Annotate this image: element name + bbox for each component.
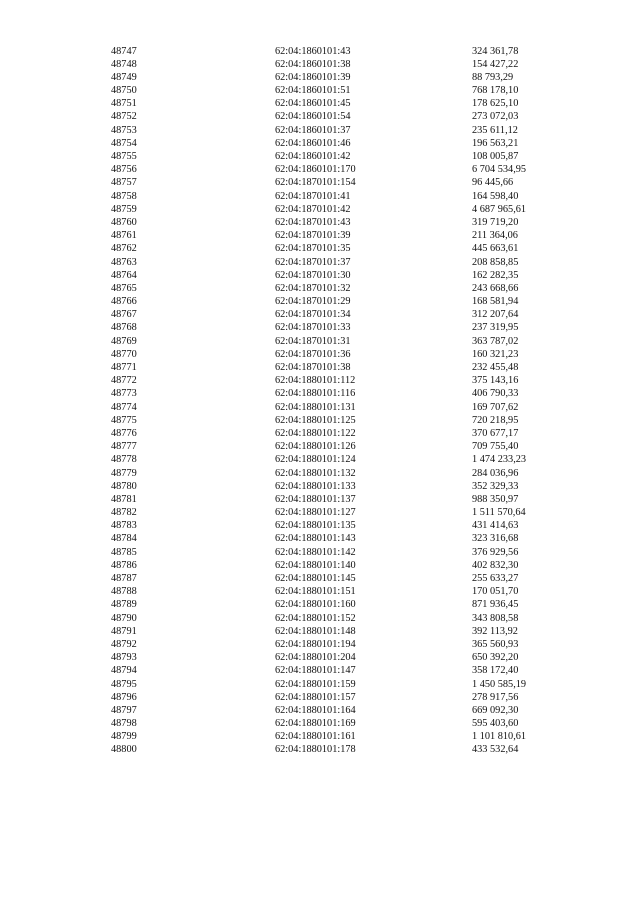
cadastral-number: 62:04:1860101:43 [275,45,351,57]
cadastral-number: 62:04:1870101:34 [275,309,351,321]
cadastral-value: 431 414,63 [472,520,519,532]
table-row [0,493,640,506]
cadastral-number: 62:04:1860101:38 [275,58,351,70]
table-row [0,348,640,361]
table-row [0,612,640,625]
table-row [0,295,640,308]
row-number: 48796 [111,691,137,703]
cadastral-value: 154 427,22 [472,58,519,70]
table-row [0,58,640,71]
cadastral-number: 62:04:1880101:116 [275,388,356,400]
cadastral-number: 62:04:1880101:157 [275,691,356,703]
row-number: 48791 [111,625,137,637]
cadastral-value: 375 143,16 [472,375,519,387]
cadastral-number: 62:04:1880101:133 [275,480,356,492]
cadastral-value: 709 755,40 [472,441,519,453]
cadastral-value: 323 316,68 [472,533,519,545]
cadastral-value: 6 704 534,95 [472,164,527,176]
row-number: 48776 [111,427,137,439]
table-row [0,730,640,743]
cadastral-number: 62:04:1880101:151 [275,586,356,598]
cadastral-number: 62:04:1870101:29 [275,296,351,308]
row-number: 48771 [111,362,137,373]
cadastral-value-table [0,45,640,757]
cadastral-value: 1 450 585,19 [472,678,527,690]
row-number: 48762 [111,243,137,255]
row-number: 48750 [111,85,137,97]
cadastral-value: 392 113,92 [472,625,518,637]
table-row [0,743,640,756]
table-row [0,704,640,717]
row-number: 48784 [111,533,137,545]
table-row [0,598,640,611]
row-number: 48764 [111,269,137,281]
cadastral-value: 445 663,61 [472,243,519,255]
table-row [0,124,640,137]
cadastral-value: 164 598,40 [472,190,519,202]
cadastral-value: 406 790,33 [472,388,519,400]
table-row [0,216,640,229]
row-number: 48789 [111,599,137,611]
table-row [0,97,640,110]
table-row [0,84,640,97]
cadastral-value: 4 687 965,61 [472,203,527,215]
table-row [0,163,640,176]
table-row [0,71,640,84]
row-number: 48763 [111,256,137,268]
cadastral-number: 62:04:1880101:131 [275,401,356,413]
cadastral-number: 62:04:1880101:137 [275,493,356,505]
row-number: 48788 [111,586,137,598]
table-row [0,229,640,242]
cadastral-value: 768 178,10 [472,85,519,97]
cadastral-number: 62:04:1860101:39 [275,71,351,83]
row-number: 48770 [111,348,137,360]
row-number: 48779 [111,467,137,479]
row-number: 48756 [111,164,137,176]
table-row [0,335,640,348]
table-row [0,190,640,203]
cadastral-value: 669 092,30 [472,704,519,716]
cadastral-value: 595 403,60 [472,718,519,730]
table-row [0,110,640,123]
table-row [0,414,640,427]
cadastral-value: 433 532,64 [472,744,519,756]
row-number: 48767 [111,309,137,321]
cadastral-number: 62:04:1870101:32 [275,282,351,294]
row-number: 48778 [111,454,137,466]
cadastral-value: 720 218,95 [472,414,519,426]
cadastral-number: 62:04:1880101:140 [275,559,356,571]
table-row [0,45,640,58]
cadastral-value: 96 445,66 [472,177,514,189]
cadastral-number: 62:04:1880101:204 [275,652,356,664]
cadastral-number: 62:04:1870101:30 [275,269,351,281]
cadastral-value: 871 936,45 [472,599,519,611]
cadastral-number: 62:04:1870101:38 [275,362,351,373]
table-row [0,691,640,704]
cadastral-value: 208 858,85 [472,256,519,268]
cadastral-number: 62:04:1870101:36 [275,348,351,360]
table-row [0,717,640,730]
row-number: 48782 [111,507,137,519]
cadastral-number: 62:04:1870101:43 [275,216,351,228]
table-row [0,651,640,664]
cadastral-number: 62:04:1880101:124 [275,454,356,466]
row-number: 48748 [111,58,137,70]
table-row [0,532,640,545]
cadastral-number: 62:04:1880101:164 [275,704,356,716]
cadastral-number: 62:04:1880101:152 [275,612,356,624]
row-number: 48757 [111,177,137,189]
cadastral-number: 62:04:1860101:51 [275,85,351,97]
cadastral-number: 62:04:1880101:194 [275,638,356,650]
cadastral-number: 62:04:1880101:126 [275,441,356,453]
cadastral-value: 170 051,70 [472,586,519,598]
cadastral-number: 62:04:1880101:132 [275,467,356,479]
row-number: 48794 [111,665,137,677]
table-row [0,625,640,638]
cadastral-number: 62:04:1870101:39 [275,230,351,242]
cadastral-value: 88 793,29 [472,71,514,83]
row-number: 48781 [111,493,137,505]
row-number: 48800 [111,744,137,756]
row-number: 48753 [111,124,137,136]
cadastral-value: 988 350,97 [472,493,519,505]
row-number: 48797 [111,704,137,716]
table-row [0,203,640,216]
cadastral-number: 62:04:1860101:46 [275,137,351,149]
cadastral-value: 243 668,66 [472,282,519,294]
cadastral-number: 62:04:1880101:127 [275,507,356,519]
cadastral-value: 169 707,62 [472,401,519,413]
row-number: 48772 [111,375,137,387]
row-number: 48759 [111,203,137,215]
cadastral-number: 62:04:1880101:135 [275,520,356,532]
cadastral-value: 162 282,35 [472,269,519,281]
table-row [0,374,640,387]
cadastral-value: 235 611,12 [472,124,518,136]
row-number: 48758 [111,190,137,202]
table-row [0,506,640,519]
cadastral-number: 62:04:1880101:147 [275,665,356,677]
row-number: 48749 [111,71,137,83]
cadastral-number: 62:04:1860101:54 [275,111,351,123]
cadastral-number: 62:04:1860101:45 [275,98,351,110]
row-number: 48751 [111,98,137,110]
row-number: 48775 [111,414,137,426]
cadastral-value: 108 005,87 [472,151,519,162]
cadastral-value: 352 329,33 [472,480,519,492]
table-row [0,242,640,255]
table-row [0,361,640,374]
cadastral-value: 284 036,96 [472,467,519,479]
cadastral-number: 62:04:1870101:31 [275,335,351,347]
cadastral-number: 62:04:1870101:35 [275,243,351,255]
cadastral-number: 62:04:1860101:42 [275,151,351,162]
cadastral-number: 62:04:1860101:170 [275,164,356,176]
table-row [0,137,640,150]
table-row [0,387,640,400]
cadastral-number: 62:04:1880101:160 [275,599,356,611]
table-row [0,678,640,691]
cadastral-number: 62:04:1880101:178 [275,744,356,756]
cadastral-value: 365 560,93 [472,638,519,650]
row-number: 48783 [111,520,137,532]
cadastral-number: 62:04:1880101:112 [275,375,356,387]
cadastral-number: 62:04:1860101:37 [275,124,351,136]
cadastral-value: 196 563,21 [472,137,519,149]
row-number: 48799 [111,731,137,743]
row-number: 48755 [111,151,137,162]
cadastral-value: 232 455,48 [472,362,519,373]
cadastral-number: 62:04:1880101:169 [275,718,356,730]
cadastral-number: 62:04:1870101:42 [275,203,351,215]
table-row [0,519,640,532]
cadastral-number: 62:04:1880101:143 [275,533,356,545]
table-row [0,546,640,559]
table-row [0,559,640,572]
cadastral-value: 168 581,94 [472,296,519,308]
row-number: 48777 [111,441,137,453]
cadastral-number: 62:04:1870101:37 [275,256,351,268]
row-number: 48786 [111,559,137,571]
table-row [0,269,640,282]
cadastral-value: 1 474 233,23 [472,454,527,466]
cadastral-value: 363 787,02 [472,335,519,347]
table-row [0,480,640,493]
cadastral-value: 402 832,30 [472,559,519,571]
cadastral-number: 62:04:1880101:122 [275,427,356,439]
row-number: 48773 [111,388,137,400]
row-number: 48747 [111,45,137,57]
table-row [0,572,640,585]
cadastral-value: 343 808,58 [472,612,519,624]
row-number: 48761 [111,230,137,242]
row-number: 48785 [111,546,137,558]
table-row [0,638,640,651]
row-number: 48795 [111,678,137,690]
row-number: 48765 [111,282,137,294]
cadastral-number: 62:04:1880101:148 [275,625,356,637]
table-row [0,256,640,269]
row-number: 48769 [111,335,137,347]
table-row [0,321,640,334]
table-row [0,308,640,321]
cadastral-value: 358 172,40 [472,665,519,677]
cadastral-number: 62:04:1880101:161 [275,731,356,743]
cadastral-value: 319 719,20 [472,216,519,228]
cadastral-value: 376 929,56 [472,546,519,558]
row-number: 48792 [111,638,137,650]
cadastral-value: 370 677,17 [472,427,519,439]
row-number: 48793 [111,652,137,664]
cadastral-number: 62:04:1870101:33 [275,322,351,334]
table-row [0,427,640,440]
cadastral-value: 178 625,10 [472,98,519,110]
table-row [0,664,640,677]
cadastral-number: 62:04:1880101:159 [275,678,356,690]
table-row [0,150,640,163]
cadastral-number: 62:04:1870101:41 [275,190,351,202]
cadastral-number: 62:04:1870101:154 [275,177,356,189]
cadastral-value: 324 361,78 [472,45,519,57]
cadastral-value: 312 207,64 [472,309,519,321]
cadastral-value: 211 364,06 [472,230,518,242]
table-row [0,467,640,480]
cadastral-value: 650 392,20 [472,652,519,664]
table-row [0,401,640,414]
row-number: 48766 [111,296,137,308]
cadastral-number: 62:04:1880101:142 [275,546,356,558]
table-row [0,176,640,189]
row-number: 48780 [111,480,137,492]
row-number: 48798 [111,718,137,730]
cadastral-value: 237 319,95 [472,322,519,334]
table-row [0,282,640,295]
cadastral-value: 160 321,23 [472,348,519,360]
cadastral-value: 278 917,56 [472,691,519,703]
table-row [0,585,640,598]
row-number: 48752 [111,111,137,123]
row-number: 48760 [111,216,137,228]
row-number: 48754 [111,137,137,149]
row-number: 48774 [111,401,137,413]
cadastral-value: 1 511 570,64 [472,507,526,519]
cadastral-value: 273 072,03 [472,111,519,123]
cadastral-number: 62:04:1880101:125 [275,414,356,426]
cadastral-number: 62:04:1880101:145 [275,573,356,584]
table-row [0,440,640,453]
row-number: 48768 [111,322,137,334]
table-row [0,453,640,466]
row-number: 48790 [111,612,137,624]
row-number: 48787 [111,573,137,584]
cadastral-value: 255 633,27 [472,573,519,584]
cadastral-value: 1 101 810,61 [472,731,527,743]
